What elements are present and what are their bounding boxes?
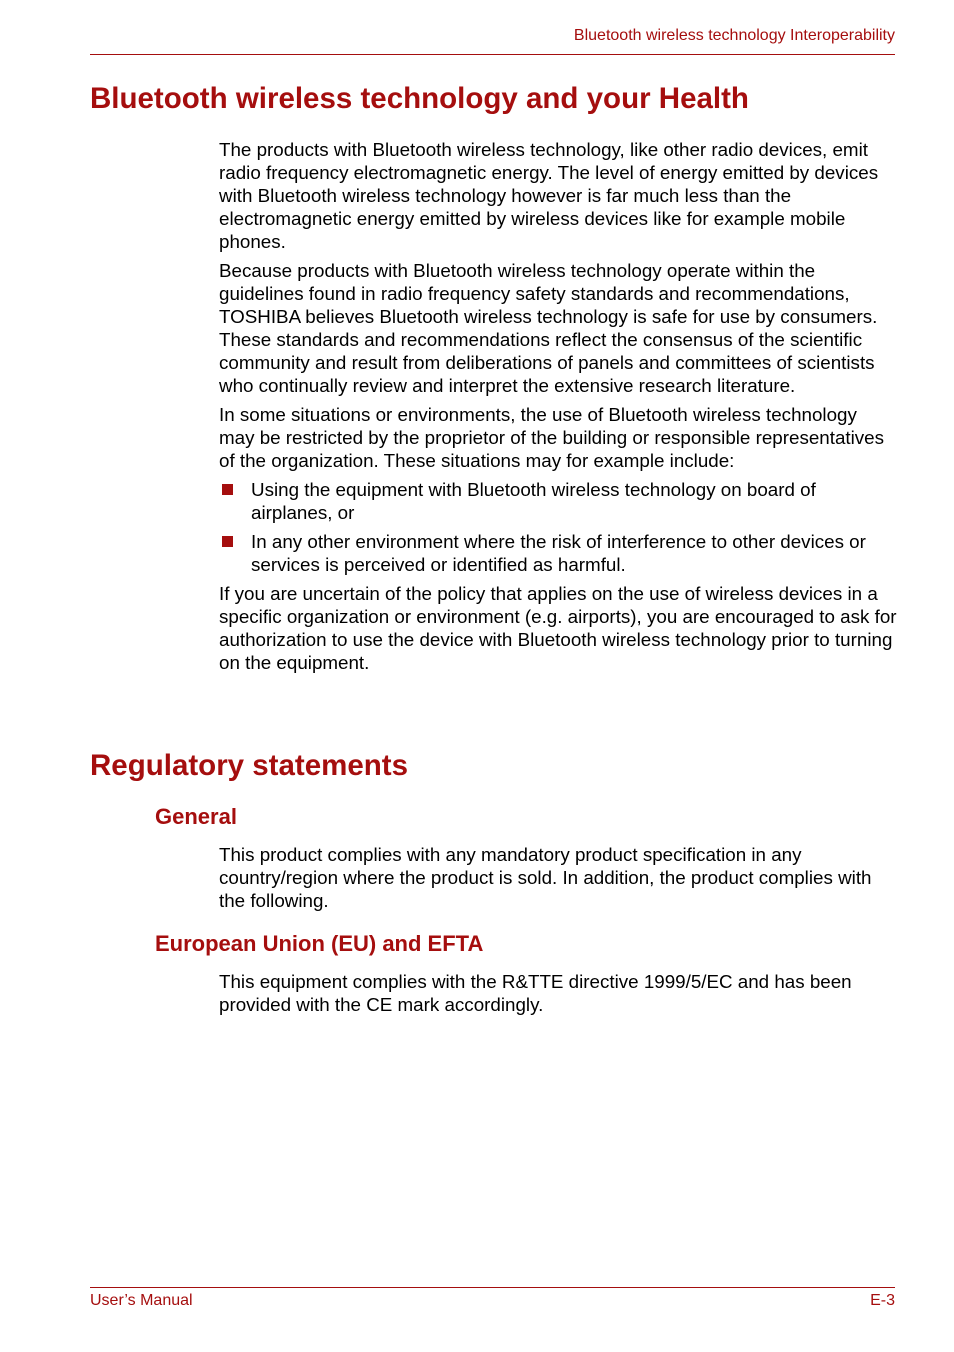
footer-rule — [90, 1287, 895, 1288]
footer-manual-label: User’s Manual — [90, 1292, 193, 1309]
health-body — [219, 138, 897, 680]
subsection-title-eu: European Union (EU) and EFTA — [155, 931, 484, 956]
paragraph: The products with Bluetooth wireless technology, like other radio devices, emit radio frequency electromagnetic energy. The level of energy emitted by devices with Bluetooth wireless technology however is far much less than the electromagnetic energy emitted by wireless devices like for example mobile phones. — [219, 139, 879, 252]
page-number: E-3 — [870, 1292, 895, 1309]
section-title-regulatory: Regulatory statements — [90, 749, 409, 782]
paragraph: In some situations or environments, the use of Bluetooth wireless technology may be restricted by the proprietor of the building or responsible representatives of the organization. These situations may for example include: — [219, 404, 885, 471]
header-rule — [90, 54, 895, 55]
list-item — [219, 478, 897, 524]
paragraph: If you are uncertain of the policy that applies on the use of wireless devices in a specific organization or environment (e.g. airports), you are encouraged to ask for authorization to use the device with Bluetooth wireless technology prior to turning on the equipment. — [219, 583, 897, 673]
list-item — [219, 530, 897, 576]
eu-body — [219, 970, 897, 1022]
bullet-square-icon — [222, 536, 233, 547]
general-body — [219, 843, 897, 918]
list-item-text: Using the equipment with Bluetooth wireless technology on board of airplanes, or — [251, 479, 816, 523]
paragraph: This equipment complies with the R&TTE directive 1999/5/EC and has been provided with the CE mark accordingly. — [219, 971, 852, 1015]
bullet-square-icon — [222, 484, 233, 495]
subsection-title-general: General — [155, 804, 237, 829]
list-item-text: In any other environment where the risk of interference to other devices or services is perceived or identified as harmful. — [251, 531, 866, 575]
running-header: Bluetooth wireless technology Interoperability — [573, 27, 895, 44]
paragraph: This product complies with any mandatory product specification in any country/region where the product is sold. In addition, the product complies with the following. — [219, 844, 872, 911]
paragraph: Because products with Bluetooth wireless technology operate within the guidelines found in radio frequency safety standards and recommendations, TOSHIBA believes Bluetooth wireless technology is safe for use by consumers. These standards and recommendations reflect the consensus of the scientific community and result from deliberations of panels and committees of scientists who continually review and interpret the extensive research literature. — [219, 260, 878, 396]
section-title-health: Bluetooth wireless technology and your Health — [90, 82, 749, 115]
